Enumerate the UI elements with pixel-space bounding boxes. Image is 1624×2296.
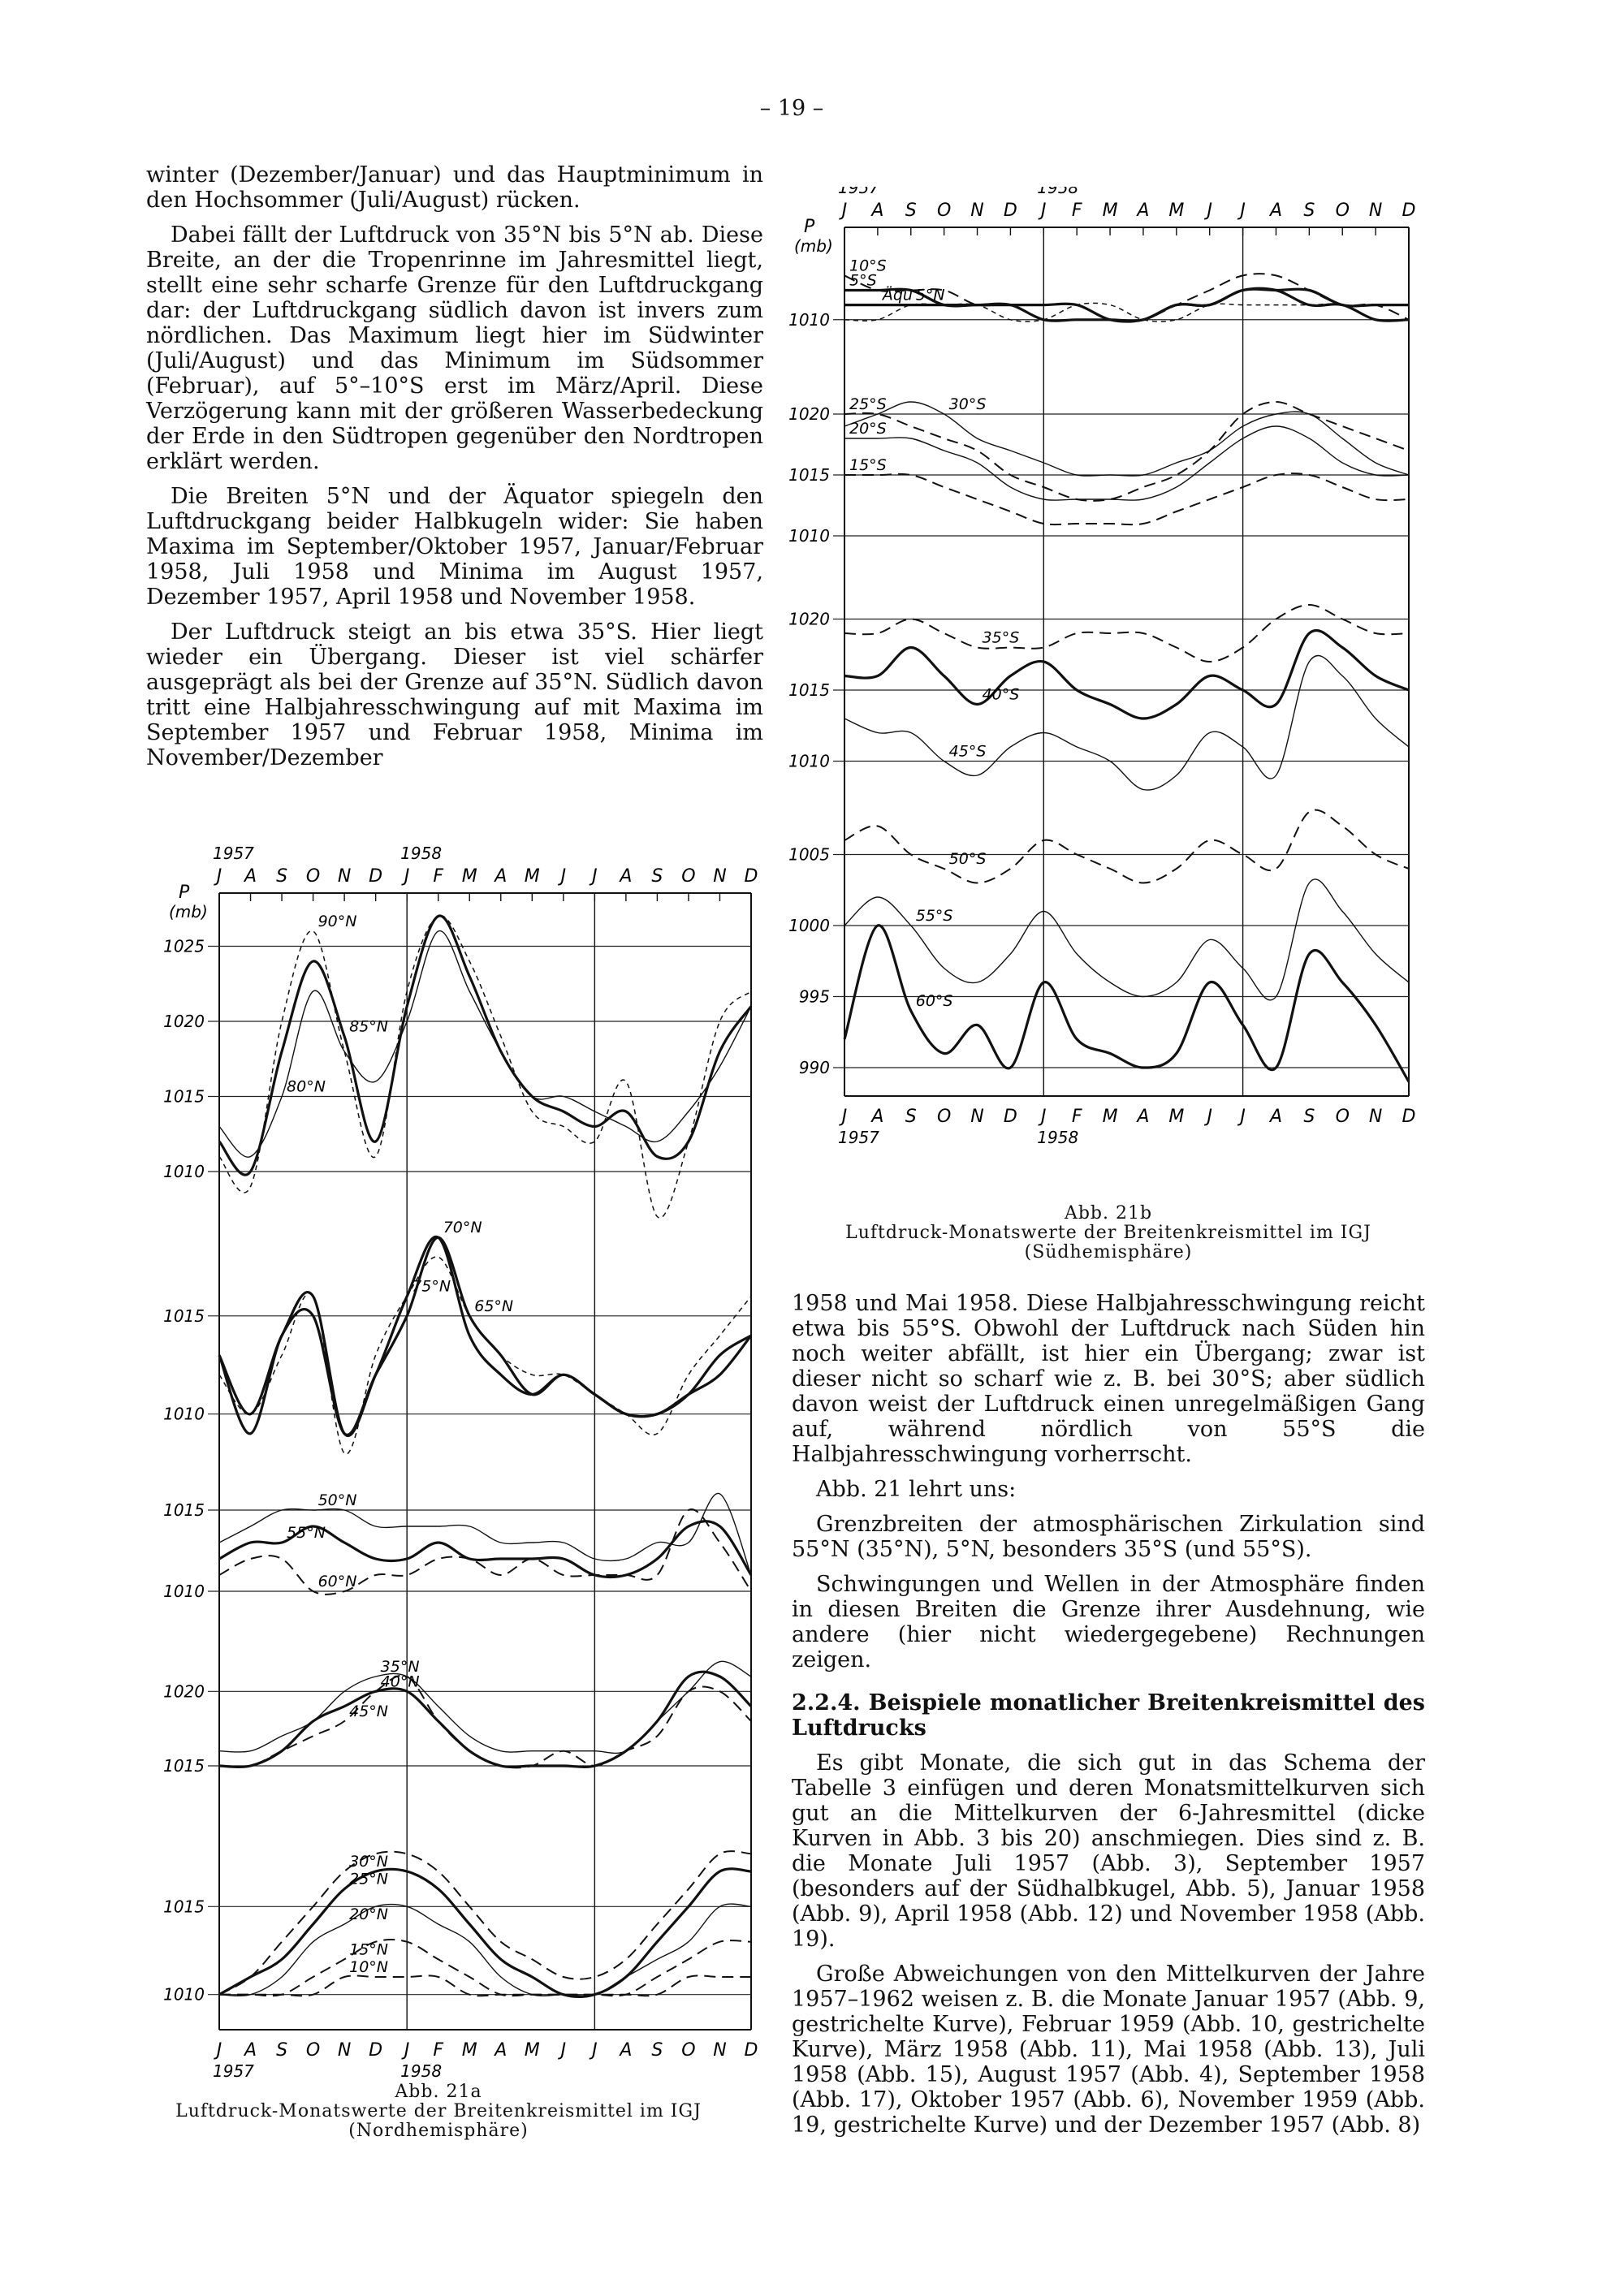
month-tick-label: F [433,866,444,887]
month-tick-label: O [936,201,952,221]
paragraph: Schwingungen und Wellen in der Atmosphäre finden in diesen Breiten die Grenze ihrer Ausdehnung, wie andere (hier nicht wiedergegebene) Rechnungen zeigen. [792,1572,1425,1672]
month-tick-label: D [369,2040,383,2061]
month-tick-label: O [305,2040,321,2061]
series-line [844,473,1409,524]
paragraph: Der Luftdruck steigt an bis etwa 35°S. Hier liegt wieder ein Übergang. Dieser ist viel schärfer ausgeprägt als bei der Grenze auf 35°N. Südlich davon tritt eine Halbjahresschwingung auf mit Maxima im September 1957 und Februar 1958, Minima im November/Dezember [146,619,763,770]
year-label: 1957 [213,2061,254,2078]
y-tick-label: 1010 [163,1984,205,2005]
series-label: 45°S [948,742,987,761]
y-axis-unit: (mb) [169,902,208,921]
series-line [844,630,1409,719]
series-label: 30°N [349,1853,389,1871]
month-tick-label: J [841,201,848,221]
caption-title: Abb. 21a [395,2082,482,2102]
year-label: 1957 [213,844,254,863]
series-label: 40°N [380,1672,420,1691]
month-tick-label: A [244,866,257,887]
month-tick-label: N [713,866,727,887]
month-tick-label: J [216,866,222,887]
month-tick-label: J [560,866,567,887]
month-tick-label: M [461,866,477,887]
series-label: 60°S [915,992,953,1010]
series-label: 20°S [849,420,887,438]
paragraph: Große Abweichungen von den Mittelkurven der Jahre 1957–1962 weisen z. B. die Monate Januar 1957 (Abb. 9, gestrichelte Kurve), Februar 1959 (Abb. 10, gestrichelte Kurve), März 1958 (Abb. 11), Mai 1958 (Abb. 13), Juli 1958 (Abb. 15), August 1957 (Abb. 4), September 1958 (Abb. 17), Oktober 1957 (Abb. 6), November 1959 (Abb. 19, gestrichelte Kurve) und der Dezember 1957 (Abb. 8) [792,1962,1425,2138]
series-line [844,426,1409,500]
caption-21b [792,1204,1425,1262]
y-axis-label: P [804,217,815,237]
y-tick-label: 1010 [788,309,830,330]
month-tick-label: S [1303,1107,1315,1127]
month-tick-label: D [1003,201,1017,221]
paragraph: Grenzbreiten der atmosphärischen Zirkulation sind 55°N (35°N), 5°N, besonders 35°S (und 55°S). [792,1512,1425,1562]
month-tick-label: S [276,866,288,887]
month-tick-label: F [433,2040,444,2061]
series-label: 70°N [443,1219,482,1237]
y-tick-label: 1015 [163,1306,205,1326]
month-tick-label: O [936,1107,952,1127]
month-tick-label: A [244,2040,257,2061]
month-tick-label: F [1071,1107,1082,1127]
y-tick-label: 1020 [788,609,830,629]
month-tick-label: N [1368,201,1383,221]
month-tick-label: S [905,1107,917,1127]
month-tick-label: D [1402,1107,1416,1127]
series-line [844,655,1409,790]
month-tick-label: J [1207,1107,1212,1127]
series-label: 25°S [849,395,887,413]
month-tick-label: M [1102,201,1118,221]
month-tick-label: D [369,866,383,887]
series-line [219,1940,751,1996]
month-tick-label: J [1207,201,1212,221]
series-label: 25°N [349,1870,389,1888]
month-tick-label: J [1041,1107,1047,1127]
month-tick-label: M [1168,1107,1185,1127]
month-tick-label: A [1137,201,1150,221]
series-label: 30°S [948,395,987,413]
paragraph: 1958 und Mai 1958. Diese Halbjahresschwingung reicht etwa bis 55°S. Obwohl der Luftdruck nach Süden hin noch weiter abfällt, ist hier ein Übergang; zwar ist dieser nicht so scharf wie z. B. bei 30°S; aber südlich davon weist der Luftdruck einen unregelmäßigen Gang auf, während nördlich von 55°S die Halbjahresschwingung vorherrscht. [792,1291,1425,1467]
month-tick-label: M [461,2040,477,2061]
series-label: 15°N [349,1940,389,1959]
series-line [219,1661,751,1753]
paragraph: Abb. 21 lehrt uns: [816,1477,1017,1502]
month-tick-label: N [713,2040,727,2061]
year-label: 1958 [400,2061,443,2078]
series-label: 50°N [317,1491,357,1509]
series-line [219,916,751,1218]
series-line [219,1672,751,1767]
month-tick-label: A [1269,1107,1283,1127]
month-tick-label: A [620,2040,633,2061]
y-tick-label: 1015 [788,680,830,700]
series-label: 15°S [849,456,887,474]
y-tick-label: 1010 [788,526,830,546]
month-tick-label: D [1402,201,1416,221]
month-tick-label: F [1071,201,1082,221]
month-tick-label: N [970,1107,984,1127]
year-label: 1958 [1037,187,1079,197]
month-tick-label: A [495,2040,508,2061]
chart-21a [138,812,771,2078]
month-tick-label: S [1303,201,1315,221]
series-label: 5°N [915,286,945,304]
y-tick-label: 1005 [788,844,830,865]
month-tick-label: J [404,866,410,887]
caption-text: Luftdruck-Monatswerte der Breitenkreismittel im IGJ [175,2101,702,2121]
month-tick-label: A [1137,1107,1150,1127]
y-tick-label: 1000 [788,916,830,935]
y-tick-label: 1020 [788,404,830,424]
y-tick-label: 1015 [163,1897,205,1917]
y-tick-label: 1010 [788,751,830,771]
month-tick-label: D [744,866,758,887]
series-line [219,1904,751,1996]
right-text-column [792,1291,1425,2147]
year-label: 1958 [400,844,443,863]
month-tick-label: J [592,866,598,887]
page-number: – 19 – [759,96,824,121]
series-line [219,1851,751,1995]
month-tick-label: O [305,866,321,887]
month-tick-label: S [905,201,917,221]
month-tick-label: J [1041,201,1047,221]
year-label: 1957 [838,187,879,197]
month-tick-label: O [681,866,696,887]
series-label: 5°S [849,271,877,290]
series-label: 65°N [474,1297,514,1315]
y-tick-label: 1010 [163,1404,205,1424]
month-tick-label: O [681,2040,696,2061]
month-tick-label: A [620,866,633,887]
series-label: 60°N [317,1573,357,1590]
month-tick-label: N [1368,1107,1383,1127]
series-line [844,402,1409,476]
series-label: 55°S [915,907,953,925]
caption-title: Abb. 21b [1064,1203,1153,1224]
month-tick-label: M [1168,201,1185,221]
y-tick-label: 1015 [163,1086,205,1107]
series-label: 45°N [349,1703,389,1720]
y-tick-label: 995 [798,986,830,1007]
y-tick-label: 1015 [788,465,830,485]
series-label: 75°N [412,1277,451,1296]
month-tick-label: J [592,2040,598,2061]
series-label: 90°N [317,913,357,930]
y-tick-label: 990 [798,1058,830,1077]
series-label: 85°N [349,1017,389,1036]
caption-21a [146,2082,731,2141]
month-tick-label: S [651,2040,663,2061]
series-line [844,402,1409,501]
series-label: 50°S [948,850,987,868]
series-label: 35°S [982,628,1020,647]
y-tick-label: 1010 [163,1582,205,1601]
month-tick-label: A [1269,201,1283,221]
month-tick-label: A [871,1107,884,1127]
month-tick-label: M [1102,1107,1118,1127]
paragraph: Es gibt Monate, die sich gut in das Schema der Tabelle 3 einfügen und deren Monatsmittelkurven sich gut an die Mittelkurven der 6-Jahresmittel (dicke Kurven in Abb. 3 bis 20) anschmiegen. Dies sind z. B. die Monate Juli 1957 (Abb. 3), September 1957 (besonders auf der Südhalbkugel, Abb. 5), Januar 1958 (Abb. 9), April 1958 (Abb. 12) und November 1958 (Abb. 19). [792,1750,1425,1952]
section-heading: 2.2.4. Beispiele monatlicher Breitenkreismittel des Luftdrucks [792,1690,1425,1741]
month-tick-label: M [524,2040,540,2061]
paragraph: Die Breiten 5°N und der Äquator spiegeln den Luftdruckgang beider Halbkugeln wider: Sie haben Maxima im September/Oktober 1957, Januar/Februar 1958, Juli 1958 und Minima im August 1957, Dezember 1957, April 1958 und November 1958. [146,484,763,610]
caption-text: Luftdruck-Monatswerte der Breitenkreismittel im IGJ [845,1223,1371,1243]
month-tick-label: N [337,2040,352,2061]
caption-sub: (Südhemisphäre) [1024,1242,1193,1262]
series-line [219,1257,751,1454]
y-tick-label: 1015 [163,1500,205,1520]
month-tick-label: A [871,201,884,221]
series-line [844,810,1409,883]
month-tick-label: M [524,866,540,887]
series-label: 10°S [849,257,887,275]
month-tick-label: J [841,1107,848,1127]
series-label: Äqu [882,286,913,304]
month-tick-label: N [970,201,984,221]
month-tick-label: A [495,866,508,887]
figure-21a [138,812,771,2082]
caption-sub: (Nordhemisphäre) [348,2121,529,2141]
y-axis-unit: (mb) [794,236,833,256]
series-label: 10°N [349,1958,389,1976]
month-tick-label: O [1335,201,1350,221]
y-tick-label: 1020 [163,1681,205,1702]
y-tick-label: 1015 [163,1756,205,1776]
series-line [219,1509,751,1595]
series-label: 20°N [349,1905,389,1923]
series-label: 80°N [287,1077,326,1096]
paragraph: winter (Dezember/Januar) und das Hauptminimum in den Hochsommer (Juli/August) rücken. [146,162,763,213]
paragraph: Dabei fällt der Luftdruck von 35°N bis 5°N ab. Diese Breite, an der die Tropenrinne im Jahresmittel liegt, stellt eine sehr scharfe Grenze für den Luftdruckgang dar: der Luftdruckgang südlich davon ist invers zum nördlichen. Das Maximum liegt hier im Südwinter (Juli/August) und das Minimum im Südsommer (Februar), auf 5°–10°S erst im März/April. Diese Verzögerung kann mit der größeren Wasserbedeckung der Erde in den Südtropen gegenüber den Nordtropen erklärt werden. [146,222,763,474]
series-line [219,916,751,1175]
series-line [219,1869,751,1997]
month-tick-label: J [216,2040,222,2061]
series-label: 55°N [287,1524,326,1542]
month-tick-label: J [560,2040,567,2061]
y-tick-label: 1010 [163,1162,205,1181]
y-tick-label: 1020 [163,1012,205,1031]
series-line [219,1676,751,1768]
year-label: 1957 [838,1128,879,1147]
year-label: 1958 [1037,1128,1079,1147]
month-tick-label: J [1240,1107,1246,1127]
month-tick-label: S [651,866,663,887]
month-tick-label: J [404,2040,410,2061]
left-text-column [146,162,763,780]
series-label: 35°N [380,1658,420,1676]
month-tick-label: O [1335,1107,1350,1127]
series-label: 40°S [982,685,1020,704]
y-axis-label: P [179,883,190,903]
series-line [219,931,751,1158]
series-line [219,1237,751,1435]
month-tick-label: N [337,866,352,887]
month-tick-label: J [1240,201,1246,221]
series-line [844,879,1409,1000]
month-tick-label: S [276,2040,288,2061]
month-tick-label: D [1003,1107,1017,1127]
figure-21b [780,187,1429,1197]
month-tick-label: D [744,2040,758,2061]
y-tick-label: 1025 [163,936,205,956]
chart-21b [780,187,1429,1193]
